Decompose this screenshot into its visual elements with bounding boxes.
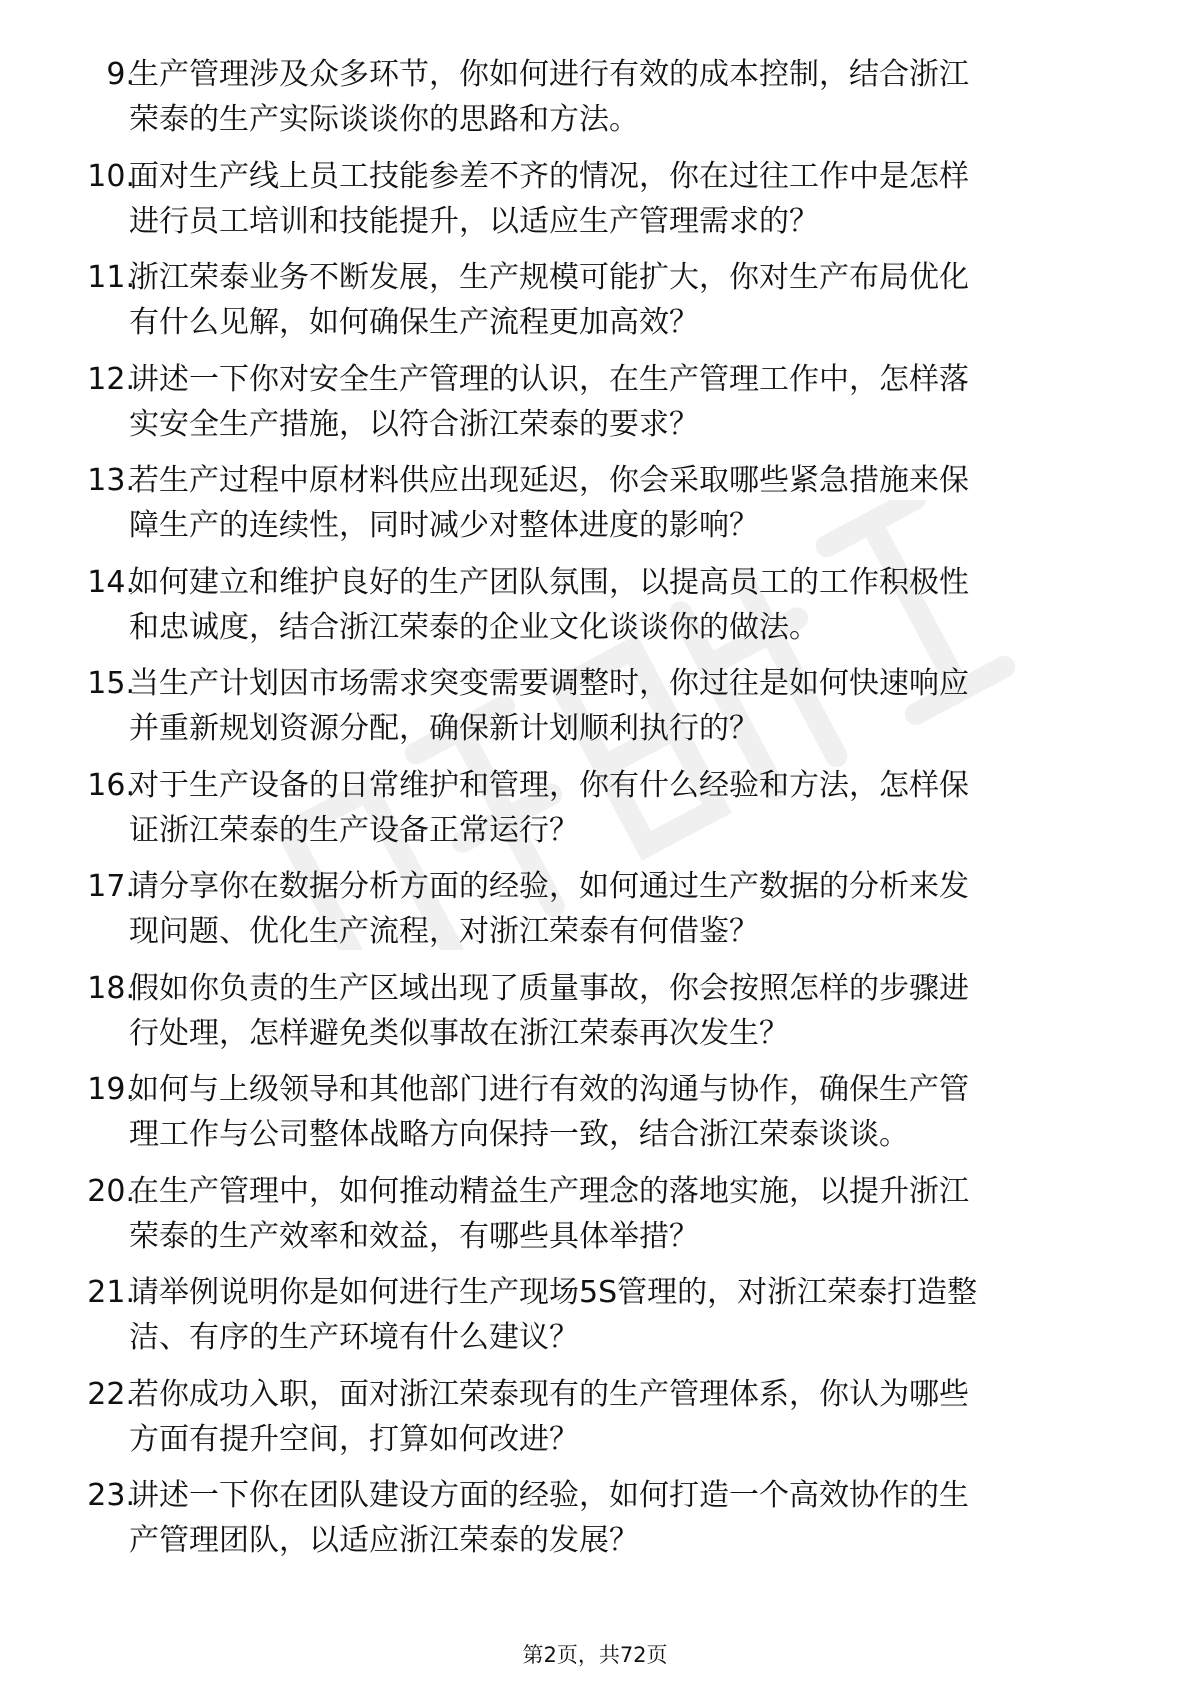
question-item: [0, 1270, 1190, 1372]
question-item: [0, 458, 1190, 560]
question-text: 若生产过程中原材料供应出现延迟，你会采取哪些紧急措施来保 障生产的连续性，同时减少对整体进度的影响？: [129, 463, 969, 543]
question-number: 21.: [87, 1275, 135, 1310]
question-item: [0, 560, 1190, 662]
question-number: 9.: [106, 57, 135, 92]
question-item: [0, 154, 1190, 256]
question-text: 请举例说明你是如何进行生产现场5S管理的，对浙江荣泰打造整 洁、有序的生产环境有什么建议？: [129, 1275, 978, 1355]
question-text: 如何与上级领导和其他部门进行有效的沟通与协作，确保生产管 理工作与公司整体战略方向保持一致，结合浙江荣泰谈谈。: [129, 1072, 969, 1152]
question-number: 10.: [87, 158, 135, 194]
question-number: 15.: [87, 666, 135, 701]
question-number: 22.: [87, 1376, 135, 1412]
question-number: 18.: [87, 970, 135, 1006]
question-text: 面对生产线上员工技能参差不齐的情况，你在过往工作中是怎样 进行员工培训和技能提升，以适应生产管理需求的？: [129, 158, 969, 239]
question-text: 浙江荣泰业务不断发展，生产规模可能扩大，你对生产布局优化 有什么见解，如何确保生产流程更加高效？: [129, 260, 969, 340]
question-item: [0, 661, 1190, 763]
page-number-footer: 第2页，共72页: [522, 1643, 668, 1667]
question-text: 讲述一下你对安全生产管理的认识，在生产管理工作中，怎样落 实安全生产措施，以符合浙江荣泰的要求？: [129, 361, 969, 442]
question-text: 假如你负责的生产区域出现了质量事故，你会按照怎样的步骤进 行处理，怎样避免类似事故在浙江荣泰再次发生？: [129, 970, 969, 1051]
question-text: 如何建立和维护良好的生产团队氛围，以提高员工的工作积极性 和忠诚度，结合浙江荣泰的企业文化谈谈你的做法。: [129, 564, 969, 645]
question-item: [0, 1169, 1190, 1271]
question-number: 17.: [87, 869, 135, 904]
question-number: 14.: [87, 564, 135, 600]
question-text: 请分享你在数据分析方面的经验，如何通过生产数据的分析来发 现问题、优化生产流程，对浙江荣泰有何借鉴？: [129, 869, 969, 949]
question-item: [0, 1067, 1190, 1169]
question-text: 讲述一下你在团队建设方面的经验，如何打造一个高效协作的生 产管理团队，以适应浙江荣泰的发展？: [129, 1478, 969, 1558]
question-text: 对于生产设备的日常维护和管理，你有什么经验和方法，怎样保 证浙江荣泰的生产设备正常运行？: [129, 767, 969, 848]
question-number: 19.: [87, 1072, 135, 1107]
question-item: [0, 966, 1190, 1068]
question-item: [0, 763, 1190, 865]
question-number: 13.: [87, 463, 135, 498]
question-item: [0, 52, 1190, 154]
question-number: 16.: [87, 767, 135, 803]
question-number: 20.: [87, 1173, 135, 1209]
question-number: 23.: [87, 1478, 135, 1513]
question-list: [0, 52, 1190, 1575]
question-text: 在生产管理中，如何推动精益生产理念的落地实施，以提升浙江 荣泰的生产效率和效益，有哪些具体举措？: [129, 1173, 969, 1254]
question-text: 当生产计划因市场需求突变需要调整时，你过往是如何快速响应 并重新规划资源分配，确保新计划顺利执行的？: [129, 666, 969, 746]
question-number: 12.: [87, 361, 135, 397]
question-number: 11.: [87, 260, 135, 295]
question-item: [0, 864, 1190, 966]
question-text: 生产管理涉及众多环节，你如何进行有效的成本控制，结合浙江 荣泰的生产实际谈谈你的思路和方法。: [129, 57, 969, 137]
question-item: [0, 255, 1190, 357]
question-item: [0, 1473, 1190, 1575]
question-item: [0, 357, 1190, 459]
question-item: [0, 1372, 1190, 1474]
question-text: 若你成功入职，面对浙江荣泰现有的生产管理体系，你认为哪些 方面有提升空间，打算如何改进？: [129, 1376, 969, 1457]
